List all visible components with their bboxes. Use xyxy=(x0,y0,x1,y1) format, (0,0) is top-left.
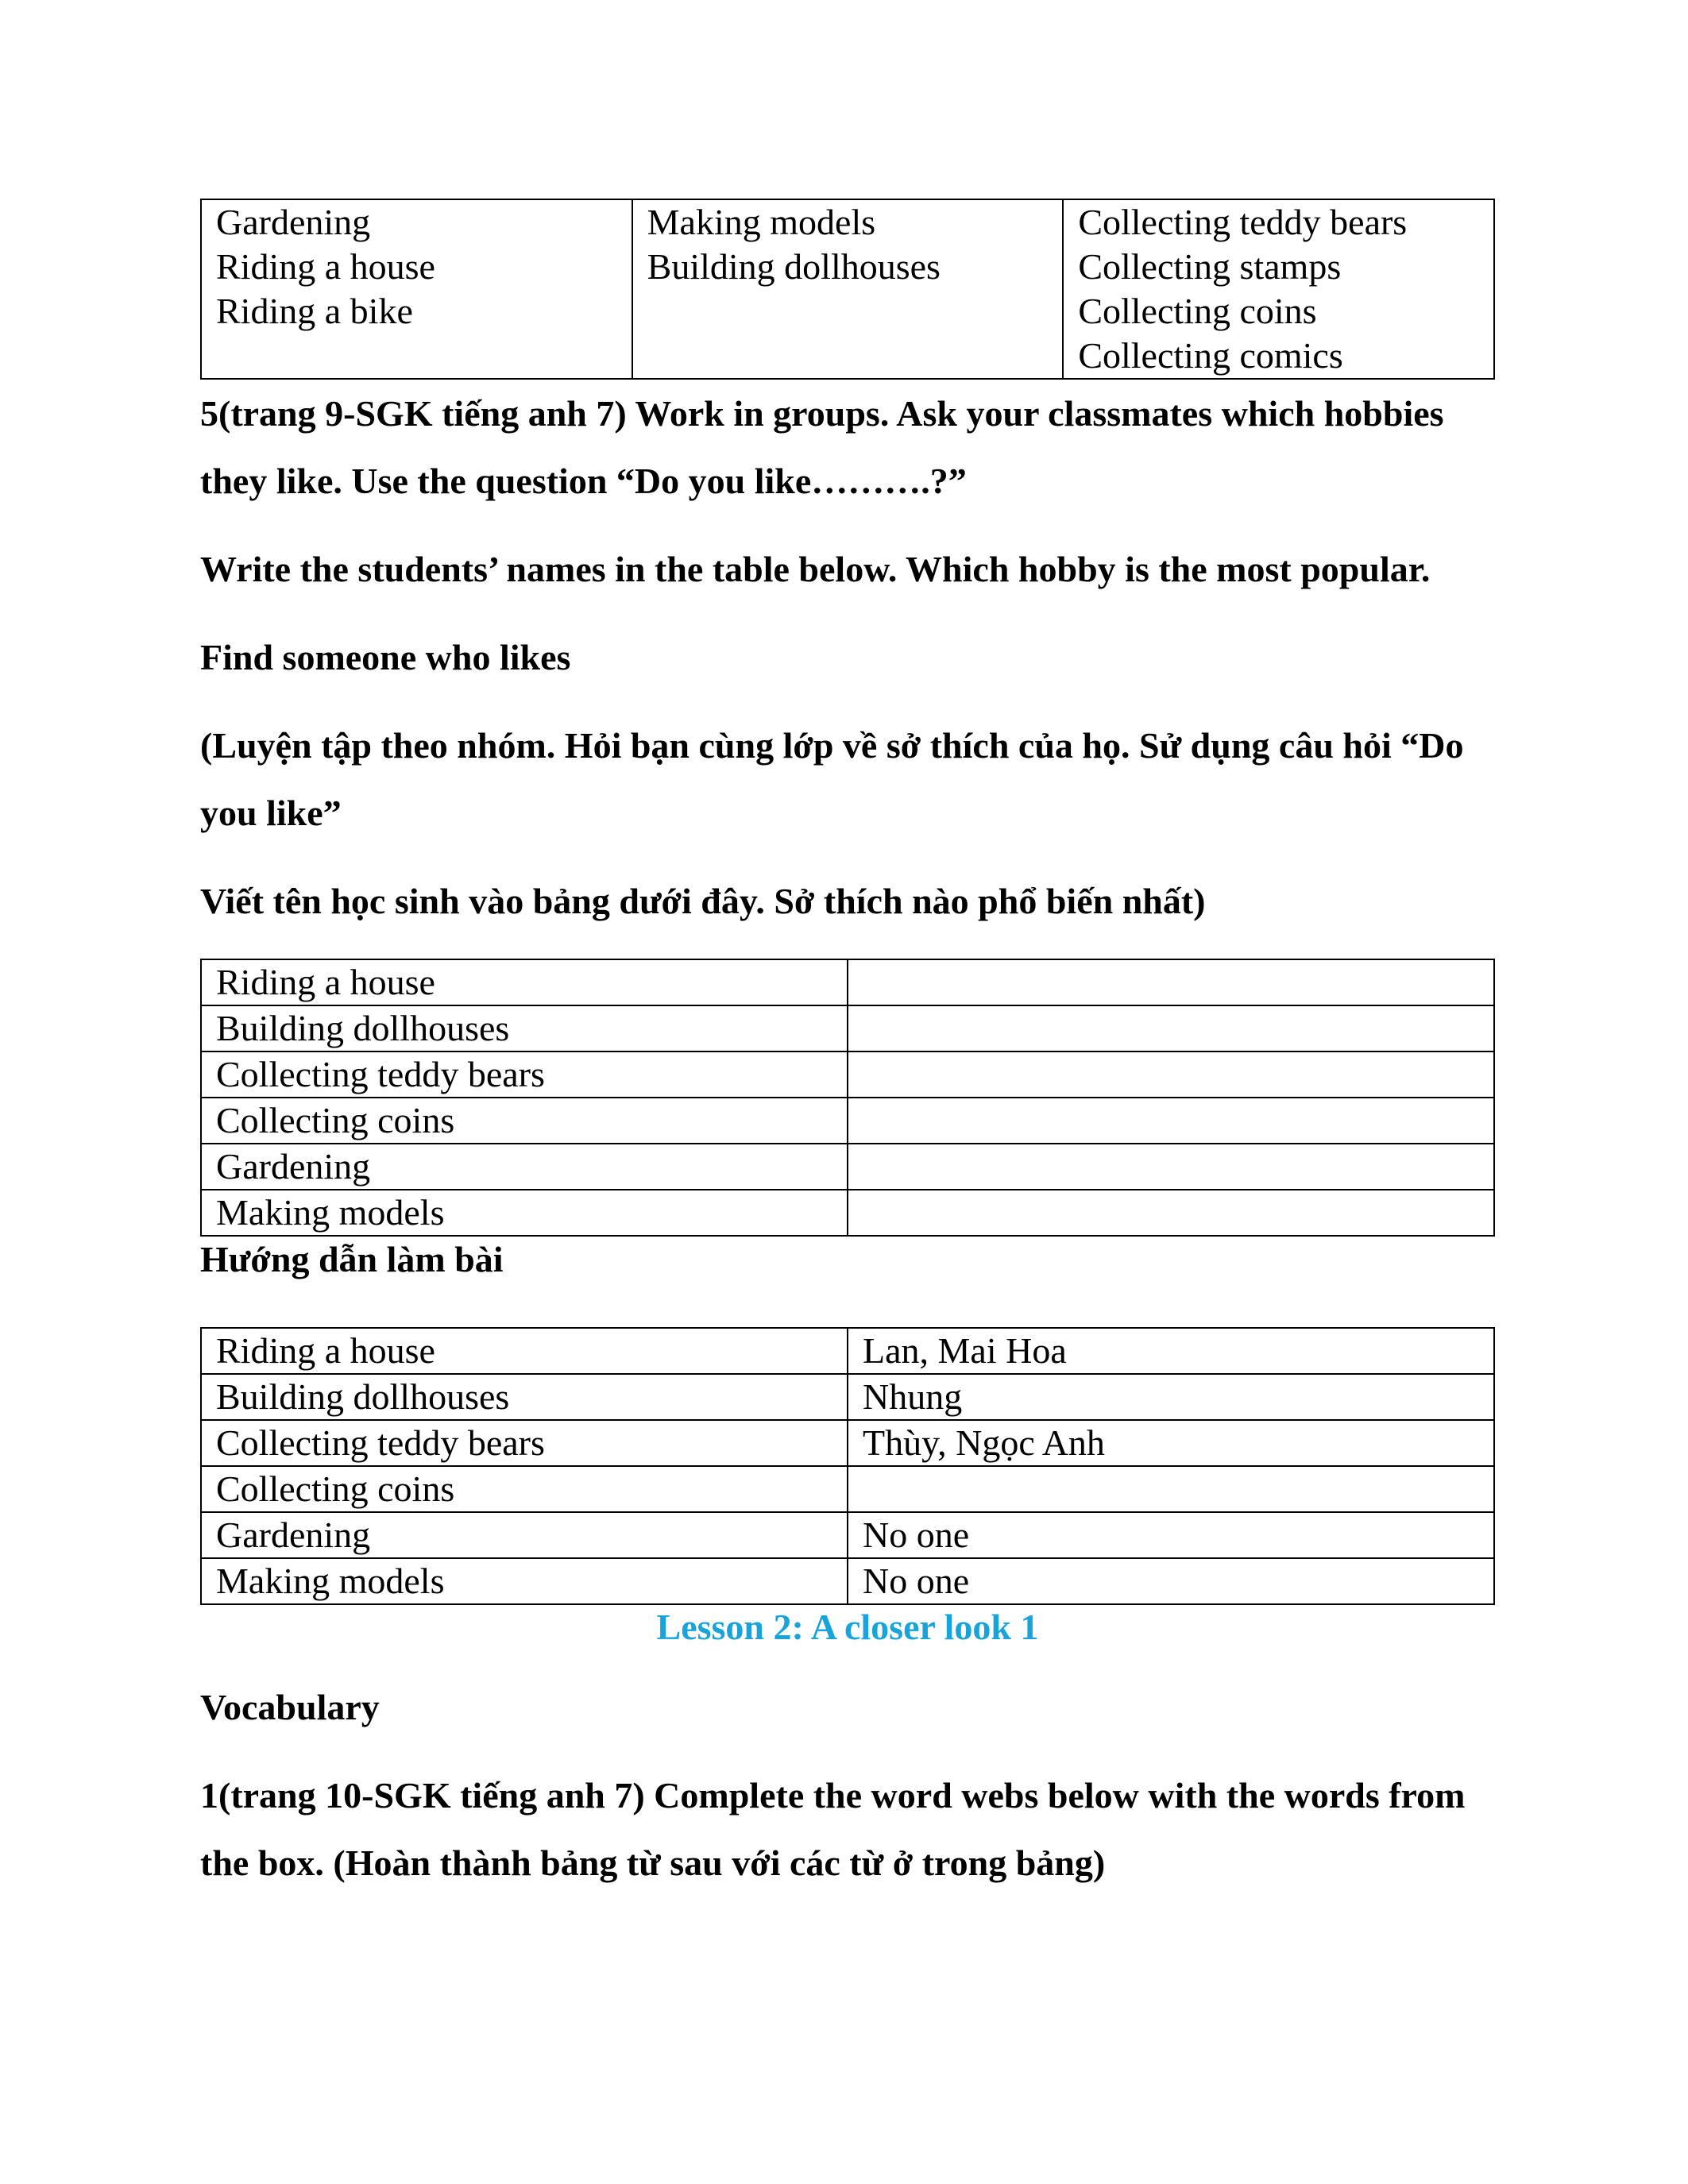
vocabulary-heading: Vocabulary xyxy=(200,1687,380,1727)
table-cell: Collecting stamps xyxy=(1078,246,1342,287)
hobby-cell: Building dollhouses xyxy=(201,1005,848,1051)
names-cell xyxy=(848,959,1494,1005)
exercise-1-instruction: 1(trang 10-SGK tiếng anh 7) Complete the word webs below with the words from the box. (Hoàn thành bảng từ sau với các từ ở trong bảng) xyxy=(200,1775,1466,1883)
table-cell: Collecting teddy bears xyxy=(1078,202,1408,242)
hobby-cell: Making models xyxy=(201,1190,848,1236)
hobby-column-2 xyxy=(632,199,1064,379)
table-row xyxy=(201,1558,1494,1604)
names-cell xyxy=(848,1051,1494,1098)
hobby-cell: Collecting teddy bears xyxy=(201,1420,848,1466)
table-row xyxy=(201,1374,1494,1420)
hobby-cell: Building dollhouses xyxy=(201,1374,848,1420)
table-row xyxy=(201,1005,1494,1051)
hobby-cell: Collecting coins xyxy=(201,1098,848,1144)
table-row xyxy=(201,199,1494,379)
guide-heading: Hướng dẫn làm bài xyxy=(200,1239,504,1279)
table-row xyxy=(201,1466,1494,1512)
exercise-5-write-names: Write the students’ names in the table below. Which hobby is the most popular. xyxy=(200,549,1431,589)
names-cell xyxy=(848,1190,1494,1236)
table-cell: Building dollhouses xyxy=(647,246,941,287)
table-row xyxy=(201,1512,1494,1558)
names-cell: Thùy, Ngọc Anh xyxy=(848,1420,1494,1466)
names-cell: Nhung xyxy=(848,1374,1494,1420)
table-cell: Making models xyxy=(647,202,876,242)
names-cell xyxy=(848,1466,1494,1512)
names-cell: No one xyxy=(848,1558,1494,1604)
exercise-5-translation: (Luyện tập theo nhóm. Hỏi bạn cùng lớp về sở thích của họ. Sử dụng câu hỏi “Do you like” xyxy=(200,725,1464,833)
hobby-cell: Gardening xyxy=(201,1144,848,1190)
table-cell: Riding a house xyxy=(216,246,435,287)
table-cell: Collecting comics xyxy=(1078,335,1343,376)
table-row xyxy=(201,1328,1494,1374)
hobby-category-table xyxy=(200,199,1495,380)
names-cell: No one xyxy=(848,1512,1494,1558)
names-cell xyxy=(848,1144,1494,1190)
document-page xyxy=(200,199,1495,1897)
hobby-cell: Riding a house xyxy=(201,1328,848,1374)
hobby-column-3 xyxy=(1063,199,1494,379)
hobby-cell: Making models xyxy=(201,1558,848,1604)
exercise-5-translation-2: Viết tên học sinh vào bảng dưới đây. Sở thích nào phổ biến nhất) xyxy=(200,881,1206,921)
table-cell: Riding a bike xyxy=(216,291,413,331)
table-row xyxy=(201,959,1494,1005)
hobby-column-1 xyxy=(201,199,632,379)
names-cell: Lan, Mai Hoa xyxy=(848,1328,1494,1374)
table-row xyxy=(201,1098,1494,1144)
names-cell xyxy=(848,1098,1494,1144)
table-cell: Gardening xyxy=(216,202,371,242)
hobby-cell: Riding a house xyxy=(201,959,848,1005)
hobby-cell: Collecting coins xyxy=(201,1466,848,1512)
table-cell: Collecting coins xyxy=(1078,291,1317,331)
hobby-cell: Collecting teddy bears xyxy=(201,1051,848,1098)
table-row xyxy=(201,1420,1494,1466)
hobby-cell: Gardening xyxy=(201,1512,848,1558)
table-row xyxy=(201,1051,1494,1098)
exercise-5-instruction: 5(trang 9-SGK tiếng anh 7) Work in groups. Ask your classmates which hobbies they like. Use the question “Do you like……….?” xyxy=(200,393,1444,501)
table-row xyxy=(201,1144,1494,1190)
blank-hobby-table xyxy=(200,959,1495,1237)
exercise-5-find-someone: Find someone who likes xyxy=(200,637,571,677)
lesson-title: Lesson 2: A closer look 1 xyxy=(656,1607,1039,1647)
answer-table xyxy=(200,1327,1495,1605)
table-row xyxy=(201,1190,1494,1236)
names-cell xyxy=(848,1005,1494,1051)
